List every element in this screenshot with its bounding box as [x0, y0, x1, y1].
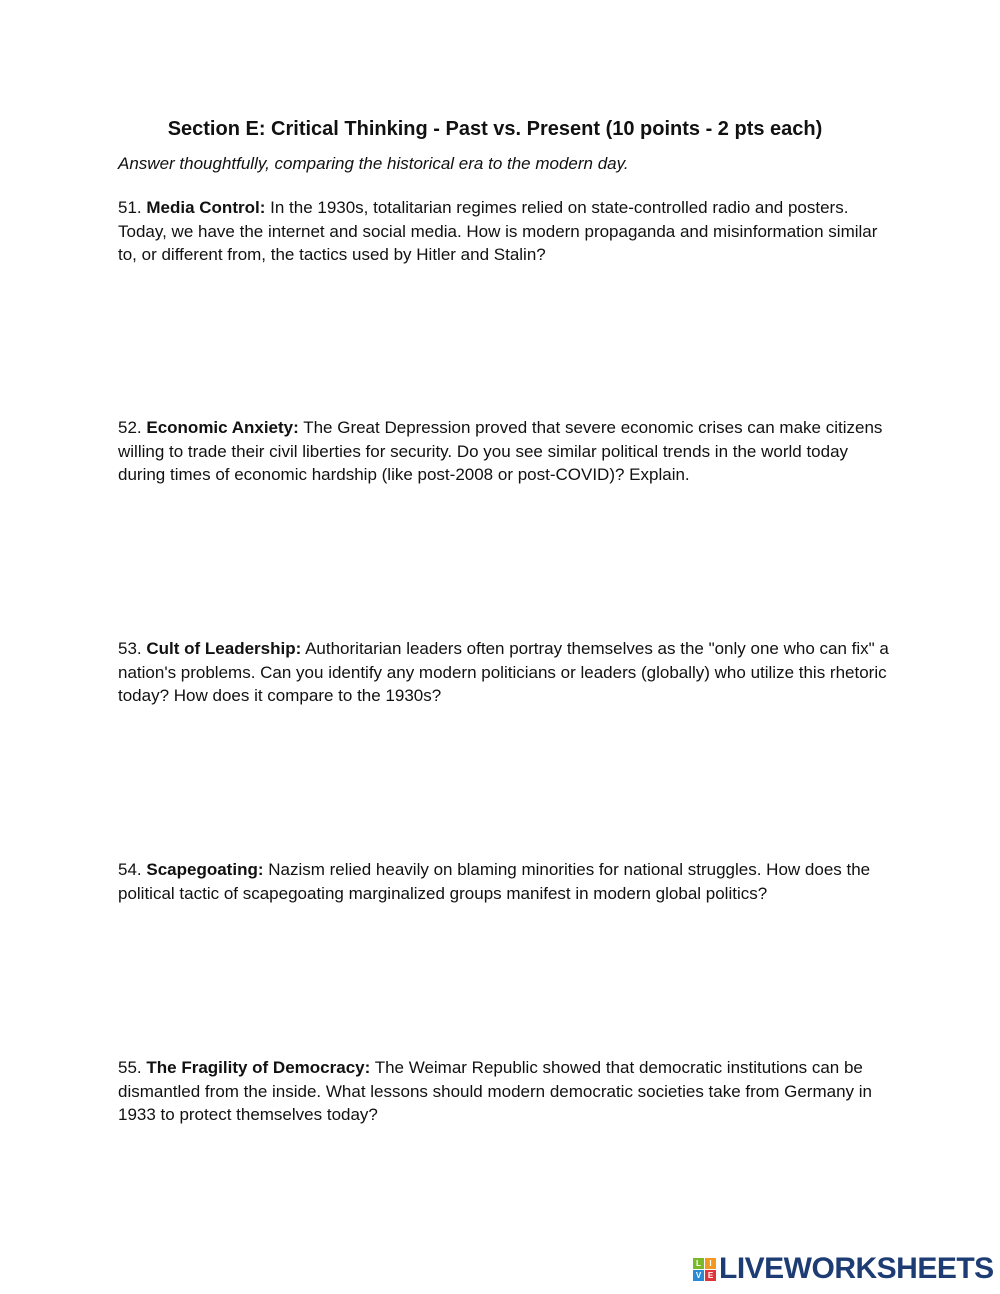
- question-52: [118, 416, 893, 487]
- logo-letter: V: [693, 1270, 704, 1281]
- question-53: [118, 637, 893, 708]
- logo-letter: I: [705, 1258, 716, 1269]
- section-title: Section E: Critical Thinking - Past vs. Present (10 points - 2 pts each): [167, 118, 823, 140]
- question-heading: The Fragility of Democracy:: [146, 1058, 371, 1077]
- question-text: The Great Depression proved that severe economic crises can make citizens willing to trade their civil liberties for security. Do you see similar political trends in the world today during times of economic hardship (like post-2008 or post-COVID)? Explain.: [118, 418, 883, 484]
- question-text: In the 1930s, totalitarian regimes relied on state-controlled radio and posters. Today, we have the internet and social media. How is modern propaganda and misinformation similar to, or different from, the tactics used by Hitler and Stalin?: [118, 198, 878, 264]
- question-heading: Cult of Leadership:: [146, 639, 302, 658]
- instructions: Answer thoughtfully, comparing the historical era to the modern day.: [118, 154, 629, 173]
- liveworksheets-logo: [693, 1252, 994, 1285]
- logo-text: LIVEWORKSHEETS: [719, 1252, 994, 1285]
- question-number: 55.: [118, 1058, 142, 1077]
- question-heading: Scapegoating:: [146, 860, 264, 879]
- question-text: Authoritarian leaders often portray themselves as the "only one who can fix" a nation's problems. Can you identify any modern politicians or leaders (globally) who utilize this rhetoric today? How does it compare to the 1930s?: [118, 639, 889, 705]
- question-54: [118, 858, 898, 905]
- question-text: Nazism relied heavily on blaming minorities for national struggles. How does the political tactic of scapegoating marginalized groups manifest in modern global politics?: [118, 860, 871, 903]
- logo-letter: E: [705, 1270, 716, 1281]
- question-heading: Economic Anxiety:: [146, 418, 299, 437]
- question-number: 54.: [118, 860, 142, 879]
- question-number: 52.: [118, 418, 142, 437]
- question-55: [118, 1056, 893, 1127]
- logo-squares-icon: [693, 1258, 716, 1281]
- question-number: 53.: [118, 639, 142, 658]
- question-text: The Weimar Republic showed that democratic institutions can be dismantled from the inside. What lessons should modern democratic societies take from Germany in 1933 to protect themselves today?: [118, 1058, 872, 1124]
- question-heading: Media Control:: [146, 198, 266, 217]
- question-51: [118, 196, 893, 267]
- question-number: 51.: [118, 198, 142, 217]
- logo-letter: L: [693, 1258, 704, 1269]
